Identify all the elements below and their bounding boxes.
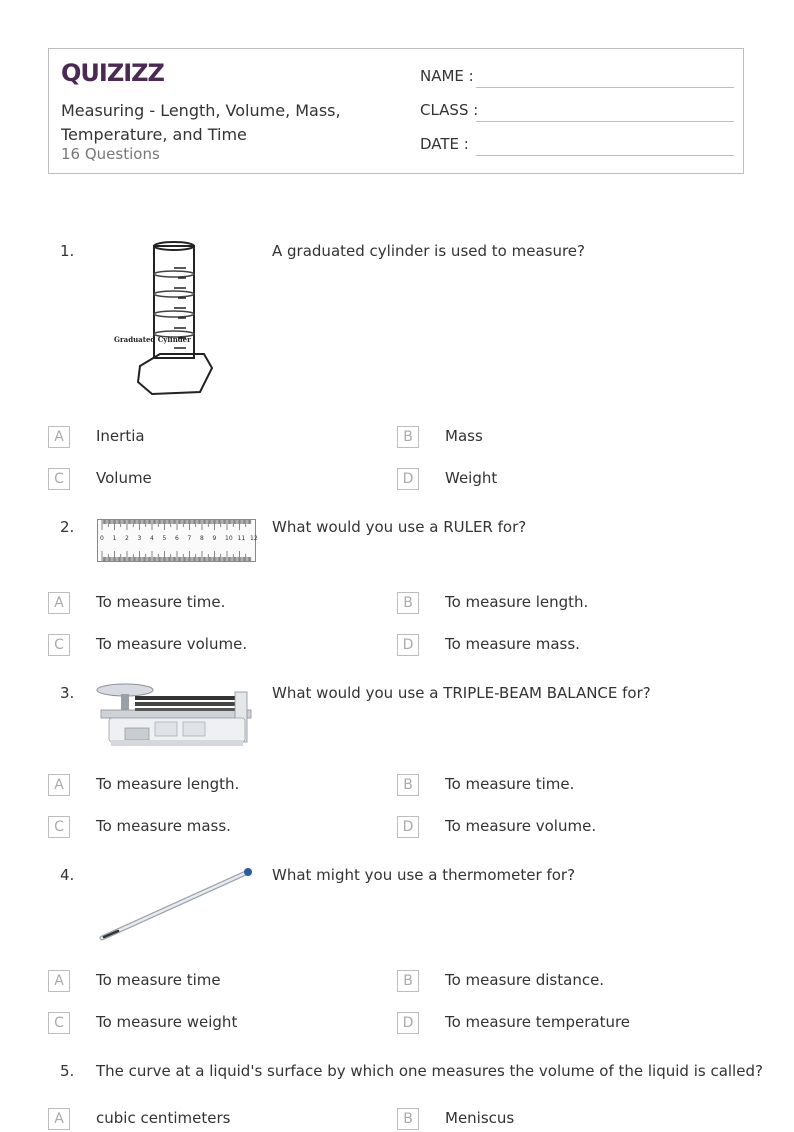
option-letter: A — [48, 426, 70, 448]
option-text: To measure mass. — [445, 635, 580, 653]
option-text: To measure volume. — [445, 817, 597, 835]
option-letter: D — [397, 634, 419, 656]
question-count: 16 Questions — [61, 145, 160, 163]
ruler-tick-label: 2 — [125, 535, 129, 542]
option-letter: C — [48, 1012, 70, 1034]
ruler-tick-label: 7 — [187, 535, 192, 542]
option-letter: D — [397, 816, 419, 838]
date-line[interactable] — [476, 155, 734, 156]
option-text: cubic centimeters — [96, 1109, 231, 1127]
option-text: To measure mass. — [96, 817, 231, 835]
ruler-tick-label: 3 — [137, 535, 142, 542]
ruler-tick-label: 12 — [250, 535, 258, 542]
quizizz-logo: QUIZIZZ — [61, 59, 164, 87]
ruler-tick-label: 9 — [212, 535, 217, 542]
question-text: The curve at a liquid's surface by which one measures the volume of the liquid is called? — [96, 1062, 763, 1080]
question-number: 3. — [60, 684, 75, 702]
option-letter: B — [397, 774, 419, 796]
ruler-tick-label: 1 — [112, 535, 117, 542]
option-text: To measure length. — [96, 775, 240, 793]
option-text: To measure length. — [445, 593, 589, 611]
name-label: NAME : — [420, 67, 474, 85]
question-number: 2. — [60, 518, 75, 536]
option-letter: B — [397, 970, 419, 992]
option-letter: B — [397, 1108, 419, 1130]
ruler-tick-label: 6 — [175, 535, 179, 542]
ruler-tick-label: 0 — [100, 535, 104, 542]
ruler-tick-label: 11 — [237, 535, 246, 542]
worksheet-title: Measuring - Length, Volume, Mass, Temperature, and Time — [61, 101, 341, 144]
option-letter: B — [397, 592, 419, 614]
question-number: 1. — [60, 242, 75, 260]
triple-beam-balance-image — [95, 682, 257, 748]
worksheet-header — [48, 48, 744, 174]
class-field[interactable] — [420, 101, 734, 125]
option-letter: A — [48, 1108, 70, 1130]
thermometer-image — [98, 864, 258, 944]
option-text: To measure weight — [96, 1013, 238, 1031]
question-text: What would you use a RULER for? — [272, 518, 527, 536]
ruler-tick-label: 4 — [150, 535, 154, 542]
class-label: CLASS : — [420, 101, 479, 119]
option-text: Mass — [445, 427, 483, 445]
option-letter: A — [48, 592, 70, 614]
name-line[interactable] — [476, 87, 734, 88]
option-letter: C — [48, 816, 70, 838]
option-text: Meniscus — [445, 1109, 515, 1127]
option-text: To measure distance. — [445, 971, 605, 989]
ruler-tick-label: 8 — [200, 535, 204, 542]
option-letter: C — [48, 468, 70, 490]
class-line[interactable] — [476, 121, 734, 122]
cylinder-label: Graduated Cylinder — [114, 335, 191, 344]
ruler-tick-label: 5 — [162, 535, 167, 542]
option-text: To measure volume. — [96, 635, 248, 653]
question-number: 4. — [60, 866, 75, 884]
option-text: Inertia — [96, 427, 145, 445]
option-text: To measure time — [96, 971, 221, 989]
ruler-image — [97, 519, 256, 563]
option-letter: A — [48, 970, 70, 992]
question-number: 5. — [60, 1062, 75, 1080]
ruler-tick-label: 10 — [225, 535, 233, 542]
question-text: What would you use a TRIPLE-BEAM BALANCE for? — [272, 684, 651, 702]
question-text: What might you use a thermometer for? — [272, 866, 576, 884]
option-text: Volume — [96, 469, 152, 487]
option-text: To measure time. — [96, 593, 226, 611]
option-letter: B — [397, 426, 419, 448]
name-field[interactable] — [420, 67, 734, 91]
option-letter: A — [48, 774, 70, 796]
question-text: A graduated cylinder is used to measure? — [272, 242, 585, 260]
graduated-cylinder-image — [112, 238, 222, 400]
option-letter: D — [397, 468, 419, 490]
option-letter: D — [397, 1012, 419, 1034]
date-field[interactable] — [420, 135, 734, 159]
date-label: DATE : — [420, 135, 469, 153]
option-letter: C — [48, 634, 70, 656]
option-text: Weight — [445, 469, 498, 487]
option-text: To measure temperature — [445, 1013, 631, 1031]
option-text: To measure time. — [445, 775, 575, 793]
